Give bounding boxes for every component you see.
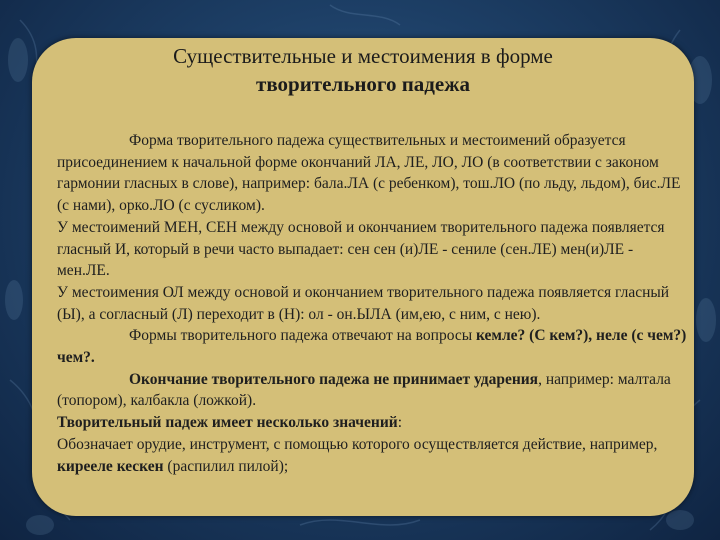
title-line-2: творительного падежа	[256, 72, 470, 96]
slide-title	[32, 42, 694, 98]
paragraph-4	[57, 325, 687, 368]
paragraph-5-text: , например: малтала (топором), калбакла (ложкой).	[57, 370, 671, 410]
title-line-1: Существительные и местоимения в форме	[173, 44, 553, 68]
paragraph-6-bold: Творительный падеж имеет несколько значений	[57, 414, 398, 432]
paragraph-4-text: Формы творительного падежа отвечают на вопросы	[129, 327, 476, 345]
paragraph-6	[57, 412, 687, 434]
body-text	[57, 130, 687, 477]
paragraph-7-bold: кирееле кескен	[57, 457, 164, 475]
paragraph-7	[57, 434, 687, 477]
paragraph-2: У местоимений МЕН, СЕН между основой и окончанием творительного падежа появляется гласный И, который в речи часто выпадает: сен сен (и)ЛЕ - сениле (сен.ЛЕ) мен(и)ЛЕ - мен.ЛЕ.	[57, 218, 665, 280]
paragraph-1: Форма творительного падежа существительных и местоимений образуется присоединением к начальной форме окончаний ЛА, ЛЕ, ЛО, ЛО (в соответствии с законом гармонии гласных в слове), например: бала.ЛА (с ребенком), тош.ЛО (по льду, льдом), бис.ЛЕ (с нами), орко.ЛО (с сусликом).	[57, 132, 681, 215]
paragraph-5-bold: Окончание творительного падежа не принимает ударения	[129, 370, 539, 388]
paragraph-6-text: :	[397, 414, 403, 432]
paragraph-7-text-2: (распилил пилой);	[163, 457, 289, 475]
paragraph-7-text-1: Обозначает орудие, инструмент, с помощью которого осуществляется действие, например,	[57, 435, 658, 453]
paragraph-4-bold: кемле? (С кем?), неле (с чем?) чем?.	[57, 327, 687, 367]
paragraph-5	[57, 369, 687, 412]
paragraph-3: У местоимения ОЛ между основой и окончанием творительного падежа появляется гласный (Ы), а согласный (Л) переходит в (Н): ол - он.ЫЛА (им,ею, с ним, с нею).	[57, 283, 670, 323]
